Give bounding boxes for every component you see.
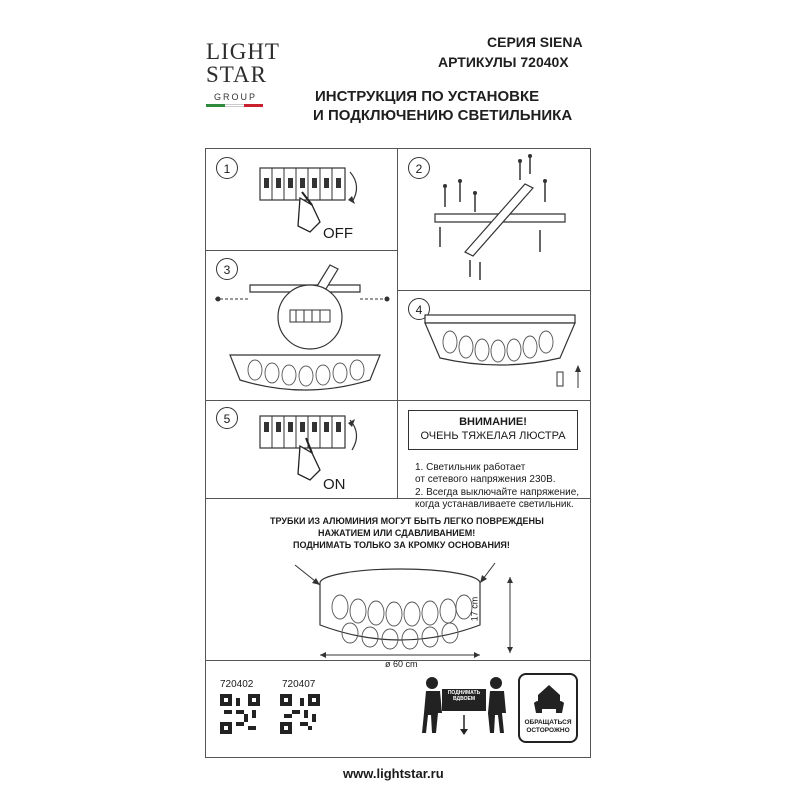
divider: [205, 400, 591, 401]
step-3-badge: 3: [216, 258, 238, 280]
on-label: ON: [323, 476, 346, 493]
divider-vertical: [397, 148, 398, 498]
qr-code-icon: [280, 694, 320, 734]
diameter-dimension: ø 60 cm: [385, 659, 418, 669]
off-label: OFF: [323, 225, 353, 242]
wiring-connection-illustration: [210, 255, 395, 397]
divider: [397, 290, 591, 291]
italian-flag-icon: [206, 104, 263, 107]
handle-label-1: ОБРАЩАТЬСЯ: [524, 719, 572, 726]
website-link[interactable]: www.lightstar.ru: [343, 766, 444, 781]
note-2b: когда устанавливаете светильник.: [415, 499, 574, 510]
step-4-badge: 4: [408, 298, 430, 320]
lift-label-1: ПОДНИМАТЬ: [447, 690, 481, 696]
lift-label-2: ВДВОЕМ: [453, 696, 475, 702]
fragile-icon: [532, 681, 566, 715]
step-1-badge: 1: [216, 157, 238, 179]
warning-title: ВНИМАНИЕ!: [459, 416, 527, 428]
logo-text-light: LIGHT: [206, 39, 280, 64]
instruction-title-1: ИНСТРУКЦИЯ ПО УСТАНОВКЕ: [315, 88, 540, 105]
lift-together-label: [441, 690, 487, 702]
note-1b: от сетевого напряжения 230В.: [415, 474, 556, 485]
height-dimension: 17 cm: [469, 596, 480, 622]
article-code-720402: 720402: [220, 679, 254, 690]
qr-code-icon: [220, 694, 260, 734]
note-2a: 2. Всегда выключайте напряжение,: [415, 487, 580, 498]
breaker-on-illustration: [240, 408, 380, 493]
instruction-title-2: И ПОДКЛЮЧЕНИЮ СВЕТИЛЬНИКА: [313, 107, 573, 124]
handle-label-2: ОСТОРОЖНО: [526, 727, 570, 734]
caution-line-1: ТРУБКИ ИЗ АЛЮМИНИЯ МОГУТ БЫТЬ ЛЕГКО ПОВРЕЖДЕНЫ: [270, 516, 544, 526]
breaker-off-illustration: [240, 160, 380, 245]
step-2-badge: 2: [408, 157, 430, 179]
divider: [205, 250, 397, 251]
note-1a: 1. Светильник работает: [415, 462, 526, 473]
step-5-badge: 5: [216, 407, 238, 429]
handle-with-care-badge: [518, 673, 578, 743]
series-title: СЕРИЯ SIENA: [487, 34, 583, 50]
article-code-720407: 720407: [282, 679, 316, 690]
warning-subtitle: ОЧЕНЬ ТЯЖЕЛАЯ ЛЮСТРА: [420, 430, 566, 442]
lift-together-icon: [418, 673, 510, 743]
logo-text-group: GROUP: [214, 92, 258, 102]
caution-line-3: ПОДНИМАТЬ ТОЛЬКО ЗА КРОМКУ ОСНОВАНИЯ!: [293, 540, 510, 550]
warning-box: [408, 410, 578, 450]
height-dimension-line: [500, 575, 520, 655]
mounting-bracket-illustration: [425, 152, 585, 287]
articles-title: АРТИКУЛЫ 72040X: [438, 54, 569, 70]
caution-line-2: НАЖАТИЕМ ИЛИ СДАВЛИВАНИЕМ!: [318, 528, 476, 538]
logo-text-star: STAR: [206, 62, 267, 87]
assembled-luminaire-illustration: [420, 300, 588, 395]
